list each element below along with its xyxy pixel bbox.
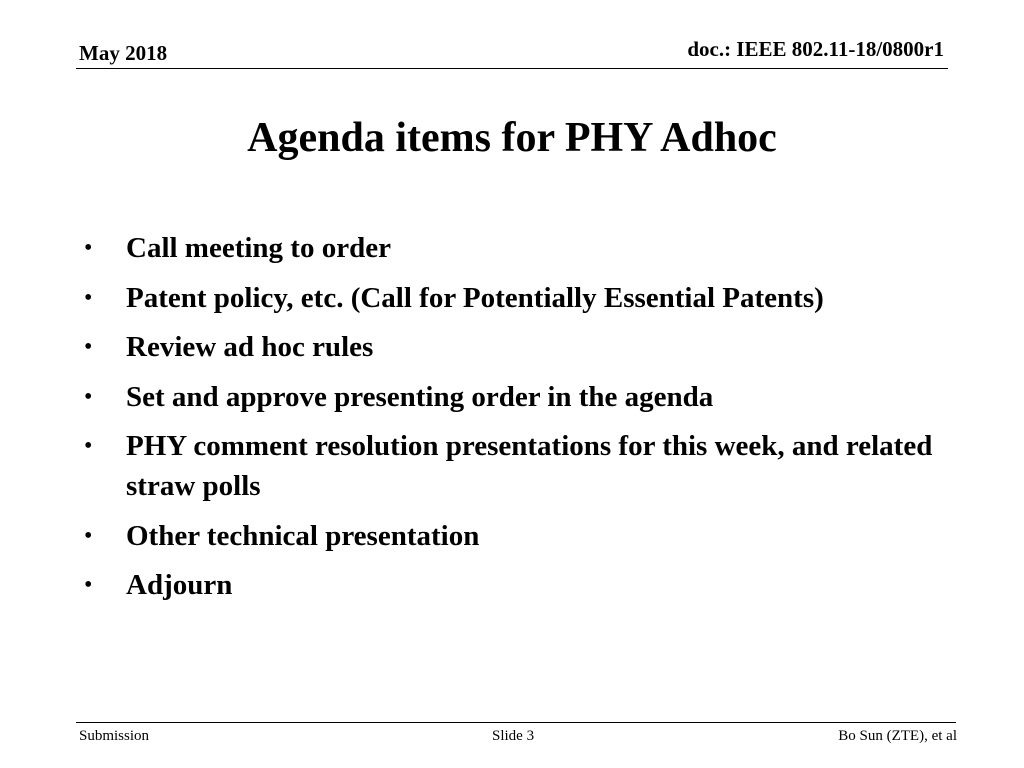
agenda-item-text: Adjourn (126, 569, 233, 601)
agenda-list (84, 228, 944, 615)
agenda-item-text: Patent policy, etc. (Call for Potentially Essential Patents) (126, 281, 824, 314)
bullet-icon: • (84, 235, 93, 261)
agenda-item (84, 426, 944, 506)
agenda-item-text: Call meeting to order (126, 232, 391, 264)
agenda-item (84, 377, 944, 417)
agenda-item (84, 565, 944, 605)
bullet-icon: • (84, 522, 93, 549)
agenda-item-text: Other technical presentation (126, 519, 480, 552)
agenda-item (84, 327, 944, 367)
header-doc-id: doc.: IEEE 802.11-18/0800r1 (687, 37, 944, 61)
bullet-icon: • (84, 433, 93, 459)
slide-title: Agenda items for PHY Adhoc (247, 115, 777, 161)
header-divider (76, 68, 948, 69)
agenda-item-text: PHY comment resolution presentations for this week, and related straw polls (126, 430, 933, 502)
bullet-icon: • (84, 284, 93, 311)
bullet-icon: • (84, 334, 93, 360)
footer-slide-number: Slide 3 (492, 728, 535, 744)
bullet-icon: • (84, 383, 93, 410)
agenda-item-text: Set and approve presenting order in the agenda (126, 380, 714, 413)
agenda-item (84, 278, 944, 318)
footer-author: Bo Sun (ZTE), et al (838, 728, 957, 744)
footer-submission: Submission (79, 728, 150, 744)
agenda-item (84, 516, 944, 556)
agenda-item (84, 228, 944, 268)
footer-divider (76, 722, 956, 723)
header-date: May 2018 (79, 41, 168, 65)
agenda-item-text: Review ad hoc rules (126, 331, 374, 363)
bullet-icon: • (84, 572, 93, 598)
